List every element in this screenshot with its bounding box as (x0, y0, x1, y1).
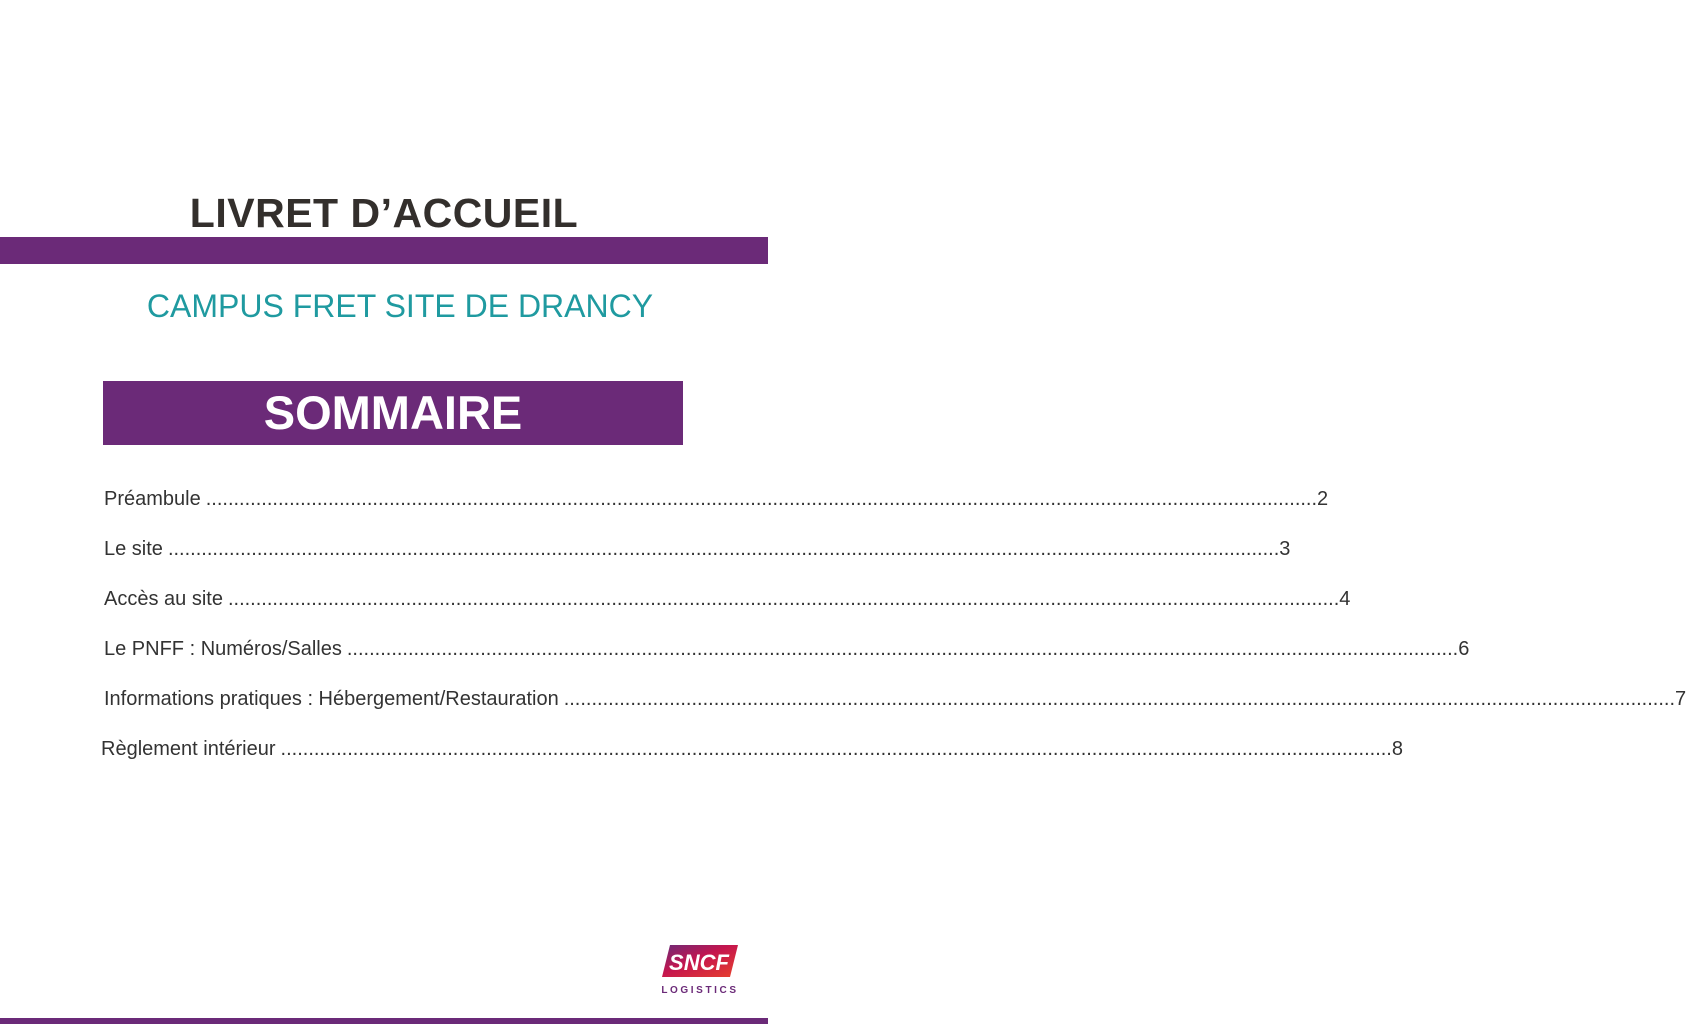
toc-entry-label: Le PNFF : Numéros/Salles (104, 638, 342, 660)
sncf-logo-icon (660, 941, 740, 981)
toc-entry (104, 634, 1470, 664)
toc-entry-page: 7 (1675, 688, 1686, 710)
toc-leader-dots: ........................................................................................................................................................................................................ (227, 588, 1340, 610)
toc-leader-dots: ........................................................................................................................................................................................................ (205, 488, 1318, 510)
page-title: LIVRET D’ACCUEIL (189, 190, 579, 236)
title-divider-band (0, 237, 768, 264)
toc-entry (101, 734, 1403, 764)
toc-entry-label: Règlement intérieur (101, 738, 276, 760)
bottom-rule (0, 1018, 768, 1024)
toc-entry-page: 2 (1317, 488, 1329, 510)
sncf-logistics-logo (656, 937, 744, 1001)
summary-heading: SOMMAIRE (103, 381, 683, 445)
toc-entry-label: Informations pratiques : Hébergement/Restauration (104, 688, 559, 710)
toc-entry (104, 534, 1291, 564)
toc-leader-dots: ........................................................................................................................................................................................................ (346, 638, 1459, 660)
toc-entry (104, 684, 1686, 714)
logo-tagline: LOGISTICS (661, 985, 739, 996)
toc-leader-dots: ........................................................................................................................................................................................................ (280, 738, 1392, 760)
toc-entry (104, 484, 1329, 514)
toc-entry-page: 8 (1391, 738, 1403, 760)
toc-entry-label: Accès au site (104, 588, 223, 610)
toc-entry (104, 584, 1351, 614)
toc-leader-dots: ........................................................................................................................................................................................................ (167, 538, 1280, 560)
toc-leader-dots: ........................................................................................................................................................................................................ (563, 688, 1676, 710)
toc-entry-label: Le site (104, 538, 163, 560)
page-subtitle: CAMPUS FRET SITE DE DRANCY (146, 288, 654, 324)
logo-brand-text: SNCF (669, 950, 729, 975)
toc-entry-label: Préambule (104, 488, 201, 510)
toc-entry-page: 4 (1339, 588, 1351, 610)
toc-entry-page: 3 (1279, 538, 1291, 560)
toc-entry-page: 6 (1458, 638, 1470, 660)
